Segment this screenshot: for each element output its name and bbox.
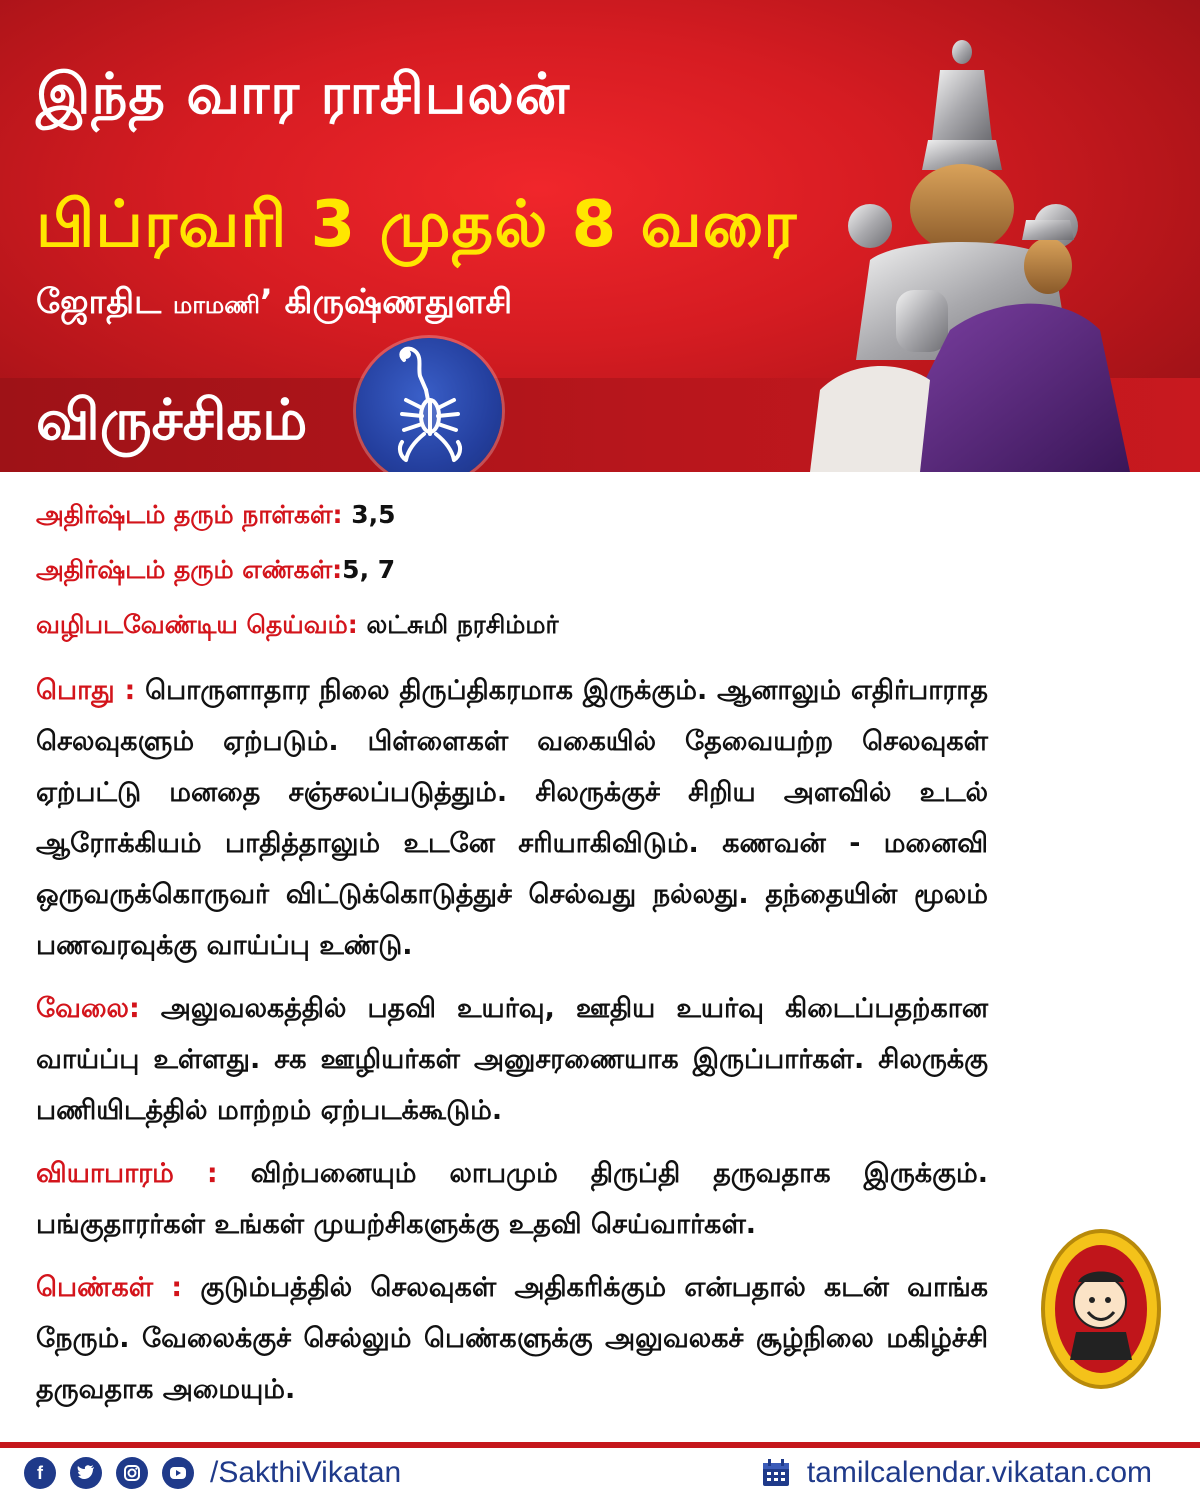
deity-label: வழிபடவேண்டிய தெய்வம்: [36, 610, 358, 639]
header-banner [0, 0, 1200, 472]
scorpion-icon [356, 338, 502, 472]
footer-bar [0, 1442, 1200, 1497]
work-label: வேலை: [36, 993, 140, 1024]
date-range: பிப்ரவரி 3 முதல் 8 வரை [36, 188, 798, 262]
lucky-numbers-label: அதிர்ஷ்டம் தரும் எண்கள்: [36, 555, 343, 584]
general-section [36, 665, 988, 971]
facebook-icon[interactable]: f [24, 1457, 56, 1489]
zodiac-sign-name: விருச்சிகம் [36, 388, 308, 453]
deity-idol-image [800, 30, 1160, 472]
youtube-icon[interactable] [162, 1457, 194, 1489]
lucky-numbers-value: 5, 7 [342, 555, 396, 584]
social-links [24, 1456, 401, 1490]
general-label: பொது : [36, 675, 136, 706]
website-link[interactable] [761, 1456, 1152, 1490]
lucky-days-line [36, 500, 988, 530]
website-url[interactable]: tamilcalendar.vikatan.com [806, 1456, 1152, 1489]
horoscope-content [36, 500, 988, 1427]
women-label: பெண்கள் : [36, 1272, 183, 1303]
lucky-days-label: அதிர்ஷ்டம் தரும் நாள்கள்: [36, 500, 343, 529]
author-name: கிருஷ்ணதுளசி [284, 282, 513, 322]
business-text: விற்பனையும் லாபமும் திருப்தி தருவதாக இருக்கும். பங்குதாரர்கள் உங்கள் முயற்சிகளுக்கு உதவி செய்வார்கள். [36, 1158, 989, 1240]
twitter-icon[interactable] [70, 1457, 102, 1489]
calendar-icon [761, 1458, 791, 1488]
women-section [36, 1262, 988, 1415]
business-label: வியாபாரம் : [36, 1158, 218, 1189]
lucky-numbers-line [36, 555, 988, 585]
page-title: இந்த வார ராசிபலன் [36, 62, 571, 127]
instagram-icon[interactable] [116, 1457, 148, 1489]
social-handle[interactable]: /SakthiVikatan [210, 1456, 402, 1489]
work-section [36, 983, 988, 1136]
author-prefix: ஜோதிட [36, 282, 162, 322]
work-text: அலுவலகத்தில் பதவி உயர்வு, ஊதிய உயர்வு கிடைப்பதற்கான வாய்ப்பு உள்ளது. சக ஊழியர்கள் அனுசரணையாக இருப்பார்கள். சிலருக்கு பணியிடத்தில் மாற்றம் ஏற்படக்கூடும். [36, 993, 988, 1126]
women-text: குடும்பத்தில் செலவுகள் அதிகரிக்கும் என்பதால் கடன் வாங்க நேரும். வேலைக்குச் செல்லும் பெண்களுக்கு அலுவலகச் சூழ்நிலை மகிழ்ச்சி தருவதாக அமையும். [36, 1272, 989, 1405]
author-title: மாமணி [173, 291, 260, 319]
deity-line [36, 610, 988, 640]
general-text: பொருளாதார நிலை திருப்திகரமாக இருக்கும். ஆனாலும் எதிர்பாராத செலவுகளும் ஏற்படும். பிள்ளைகள் வகையில் தேவையற்ற செலவுகள் ஏற்பட்டு மனதை சஞ்சலப்படுத்தும். சிலருக்குச் சிறிய அளவில் உடல் ஆரோக்கியம் பாதித்தாலும் உடனே சரியாகிவிடும். கணவன் - மனைவி ஒருவருக்கொருவர் விட்டுக்கொடுத்துச் செல்வது நல்லது. தந்தையின் மூலம் பணவரவுக்கு வாய்ப்பு உண்டு. [36, 675, 989, 961]
vikatan-logo [1040, 1228, 1162, 1390]
deity-value: லட்சுமி நரசிம்மர் [366, 610, 559, 639]
lucky-days-value: 3,5 [351, 500, 396, 529]
author-line: ஜோதிட மாமணி’ கிருஷ்ணதுளசி [36, 282, 513, 322]
business-section [36, 1148, 988, 1250]
